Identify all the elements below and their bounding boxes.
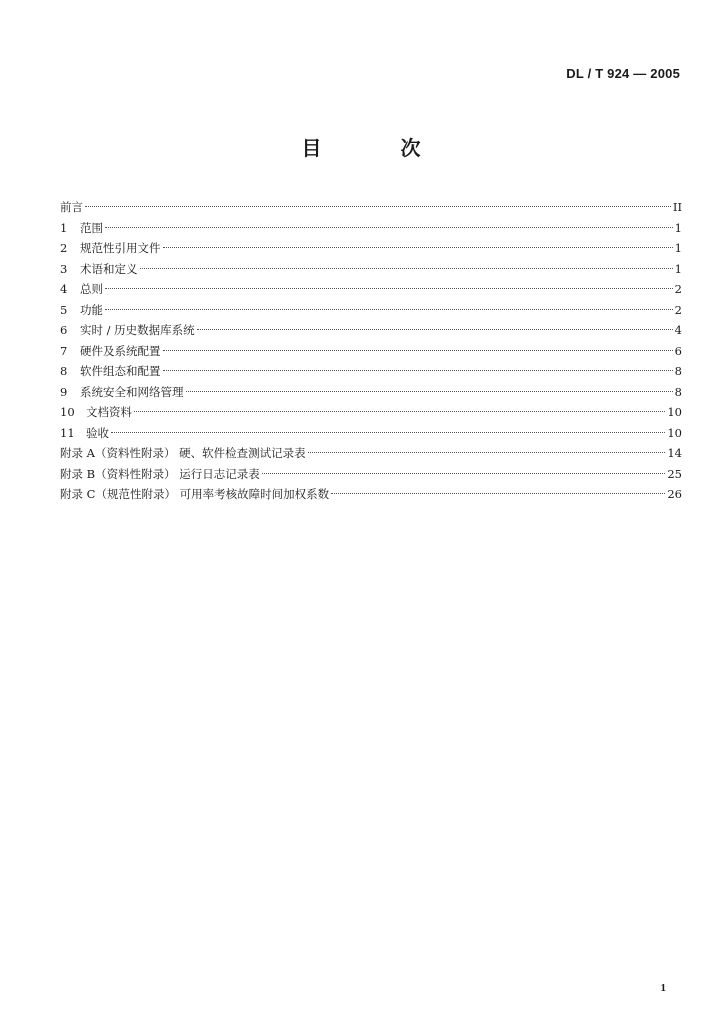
toc-entry-page: 8 <box>674 384 682 399</box>
toc-entry-number: 11 <box>60 425 75 440</box>
toc-entry-text: 实时 / 历史数据库系统 <box>80 323 195 337</box>
toc-entry-text: 附录 A（资料性附录） 硬、软件检查测试记录表 <box>60 446 306 460</box>
toc-entry-6[interactable] <box>60 320 682 341</box>
toc-entry-1[interactable] <box>60 218 682 239</box>
toc-entry-foreword[interactable] <box>60 197 682 218</box>
toc-entry-appendix-c[interactable] <box>60 484 682 505</box>
toc-entry-text: 附录 C（规范性附录） 可用率考核故障时间加权系数 <box>60 487 330 501</box>
toc-entry-number: 1 <box>60 220 68 235</box>
toc-entry-page: II <box>672 200 682 214</box>
toc-entry-page: 6 <box>674 343 682 358</box>
toc-entry-text: 软件组态和配置 <box>80 364 161 378</box>
toc-entry-text: 系统安全和网络管理 <box>80 384 184 399</box>
toc-entry-page: 14 <box>667 446 682 460</box>
toc-entry-page: 10 <box>667 425 682 440</box>
toc-entry-number: 5 <box>60 302 68 317</box>
page-title: 目 次 <box>301 136 457 160</box>
toc-entry-8[interactable] <box>60 361 682 382</box>
dot-leader <box>105 227 673 228</box>
dot-leader <box>105 288 673 289</box>
toc-entry-page: 26 <box>667 487 682 501</box>
dot-leader <box>262 473 666 474</box>
toc-entry-text: 功能 <box>80 302 103 317</box>
toc-entry-7[interactable] <box>60 341 682 362</box>
page-number: 1 <box>660 982 666 994</box>
toc-entry-number: 2 <box>60 241 68 255</box>
toc-entry-number: 6 <box>60 323 68 337</box>
toc-entry-number: 8 <box>60 364 68 378</box>
document-code: DL / T 924 — 2005 <box>566 66 680 81</box>
toc-entry-11[interactable] <box>60 423 682 444</box>
toc-entry-9[interactable] <box>60 382 682 403</box>
toc-entry-text: 范围 <box>80 220 103 235</box>
dot-leader <box>85 206 671 207</box>
toc-entry-appendix-a[interactable] <box>60 443 682 464</box>
toc-entry-5[interactable] <box>60 300 682 321</box>
toc-entry-appendix-b[interactable] <box>60 464 682 485</box>
toc-entry-text: 规范性引用文件 <box>80 241 161 255</box>
toc-entry-text: 验收 <box>86 425 109 440</box>
dot-leader <box>331 493 665 494</box>
toc-entry-text: 文档资料 <box>86 405 132 419</box>
toc-entry-page: 2 <box>674 302 682 317</box>
toc-entry-page: 1 <box>674 220 682 235</box>
toc-entry-number: 3 <box>60 261 68 276</box>
toc-entry-text: 术语和定义 <box>80 261 138 276</box>
toc-entry-page: 10 <box>667 405 682 419</box>
dot-leader <box>163 350 673 351</box>
dot-leader <box>186 391 673 392</box>
toc-entry-page: 8 <box>674 364 682 378</box>
toc-entry-text: 附录 B（资料性附录） 运行日志记录表 <box>60 466 260 481</box>
toc-entry-page: 4 <box>674 323 682 337</box>
toc-entry-number: 10 <box>60 405 75 419</box>
toc-entry-number: 9 <box>60 384 68 399</box>
toc-entry-text: 硬件及系统配置 <box>80 343 161 358</box>
dot-leader <box>111 432 665 433</box>
toc-entry-2[interactable] <box>60 238 682 259</box>
toc-entry-text: 前言 <box>60 200 83 214</box>
dot-leader <box>140 268 673 269</box>
toc-entry-page: 1 <box>674 261 682 276</box>
dot-leader <box>163 370 673 371</box>
table-of-contents <box>60 197 682 505</box>
toc-entry-page: 1 <box>674 241 682 255</box>
dot-leader <box>105 309 673 310</box>
toc-entry-10[interactable] <box>60 402 682 423</box>
toc-entry-number: 4 <box>60 282 68 296</box>
dot-leader <box>308 452 666 453</box>
toc-entry-page: 2 <box>674 282 682 296</box>
toc-entry-3[interactable] <box>60 259 682 280</box>
dot-leader <box>134 411 665 412</box>
toc-entry-4[interactable] <box>60 279 682 300</box>
dot-leader <box>163 247 673 248</box>
toc-entry-page: 25 <box>667 466 682 481</box>
toc-entry-number: 7 <box>60 343 68 358</box>
toc-entry-text: 总则 <box>80 282 103 296</box>
dot-leader <box>197 329 673 330</box>
